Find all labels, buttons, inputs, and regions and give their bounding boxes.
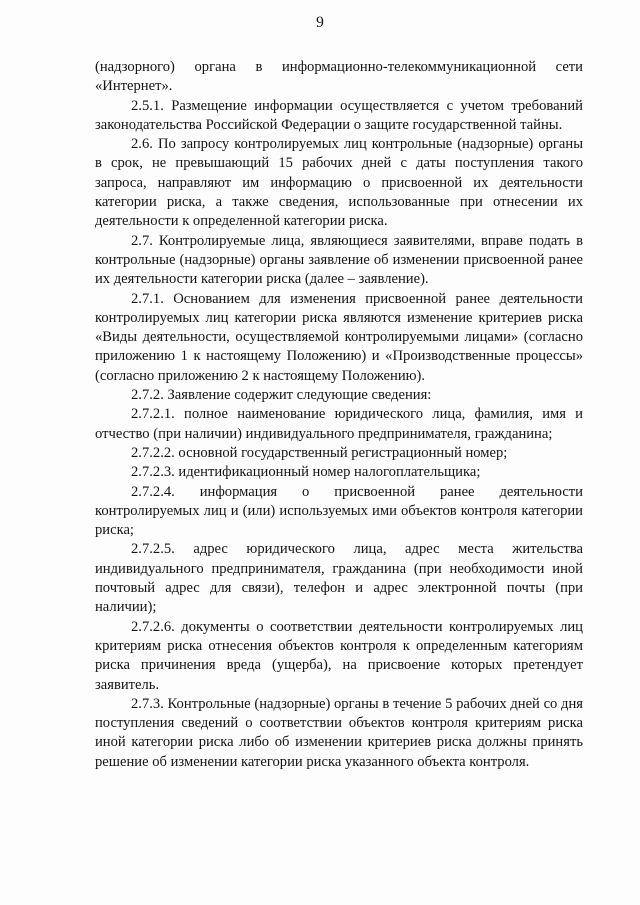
paragraph-2-7-2: 2.7.2. Заявление содержит следующие сведения: [131,387,432,404]
paragraph-2-7-2-2: 2.7.2.2. основной государственный регистрационный номер; [131,444,508,461]
paragraph-2-7-2-5: 2.7.2.5. адрес юридического лица, адрес места жительства индивидуального предпринимателя, гражданина (при необходимости иной почтовый адрес для связи), телефон и адрес электронной почты (при наличии); [95,541,583,616]
paragraph-2-5-1: 2.5.1. Размещение информации осуществляется с учетом требований законодательства Российской Федерации о защите государственной тайны. [95,97,583,133]
paragraph-2-7-2-1: 2.7.2.1. полное наименование юридического лица, фамилия, имя и отчество (при наличии) индивидуального предпринимателя, гражданина; [95,406,583,442]
paragraph-2-7-1: 2.7.1. Основанием для изменения присвоенной ранее деятельности контролируемых лиц категории риска являются изменение критериев риска «Виды деятельности, осуществляемой контролируемыми лицами» (согласно приложению 1 к настоящему Положению) и «Производственные процессы» (согласно приложению 2 к настоящему Положению). [95,290,583,384]
paragraph-2-7-2-3: 2.7.2.3. идентификационный номер налогоплательщика; [131,464,481,481]
page-number: 9 [316,14,324,31]
paragraph-2-7-3: 2.7.3. Контрольные (надзорные) органы в течение 5 рабочих дней со дня поступления сведений о соответствии объектов контроля критериям риска иной категории риска либо об изменении критериев риска должны принять решение об изменении категории риска указанного объекта контроля. [95,695,583,770]
paragraph-2-6: 2.6. По запросу контролируемых лиц контрольные (надзорные) органы в срок, не превышающий 15 рабочих дней с даты поступления такого запроса, направляют им информацию о присвоенной их деятельности категории риска, а также сведения, использованные при отнесении их деятельности к определенной категории риска. [95,136,583,230]
paragraph-2-7-2-6: 2.7.2.6. документы о соответствии деятельности контролируемых лиц критериям риска отнесения объектов контроля к определенным категориям риска причинения вреда (ущерба), на присвоение которых претендует заявитель. [95,618,583,693]
document-body [95,58,583,772]
paragraph-continuation: (надзорного) органа в информационно-телекоммуникационной сети «Интернет». [95,59,583,95]
paragraph-2-7-2-4: 2.7.2.4. информация о присвоенной ранее деятельности контролируемых лиц и (или) используемых ими объектов контроля категории риска; [95,483,583,539]
paragraph-2-7: 2.7. Контролируемые лица, являющиеся заявителями, вправе подать в контрольные (надзорные) органы заявление об изменении присвоенной ранее их деятельности категории риска (далее – заявление). [95,232,583,288]
